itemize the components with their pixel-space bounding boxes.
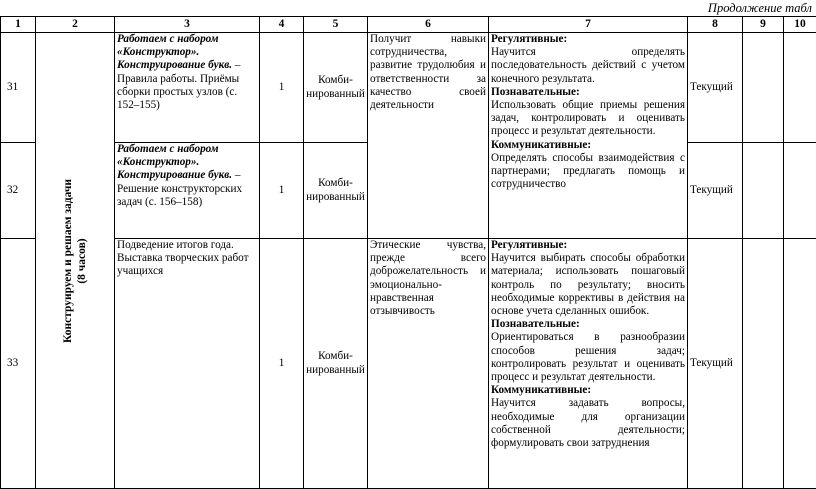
table-row (1, 33, 816, 143)
lesson-number: 33 (1, 239, 36, 489)
personal-results: Получит навыки сотрудничества, развитие трудолюбия и ответственности за качество своей деятельности (368, 33, 489, 239)
header-col-7: 7 (489, 17, 688, 33)
lesson-hours: 1 (260, 33, 304, 143)
header-col-9: 9 (743, 17, 784, 33)
header-row (1, 17, 816, 33)
regulative-text: Научится выбирать способы обработки материала; использовать пошаговый контроль по результату; вносить необходимые коррективы в действия на основе учета сделанных ошибок. (491, 252, 685, 318)
topic-text: – Правила работы. Приёмы сборки простых узлов (с. 152–155) (117, 59, 240, 111)
uud-cell (489, 33, 688, 239)
topic-text: Подведение итогов года. Выставка творческих работ учащихся (117, 239, 249, 277)
cognitive-text: Использовать общие приемы решения задач, контролировать и оценивать процесс и результат деятельности. (491, 99, 685, 139)
lesson-hours: 1 (260, 143, 304, 239)
section-title-cell (36, 33, 115, 489)
header-col-8: 8 (688, 17, 743, 33)
header-col-1: 1 (1, 17, 36, 33)
col-10-cell (784, 33, 816, 143)
cognitive-heading: Познавательные: (491, 86, 685, 99)
topic-title: Работаем с набором «Конструктор». Конструирование букв. (117, 143, 232, 181)
lesson-number: 32 (1, 143, 36, 239)
regulative-heading: Регулятивные: (491, 239, 685, 252)
control-type: Текущий (688, 143, 743, 239)
control-type: Текущий (688, 239, 743, 489)
header-col-10: 10 (784, 17, 816, 33)
topic-title: Работаем с набором «Конструктор». Конструирование букв. (117, 33, 232, 71)
topic-text: – Решение конструкторских задач (с. 156–158) (117, 169, 242, 207)
control-type: Текущий (688, 33, 743, 143)
col-9-cell (743, 33, 784, 143)
header-col-5: 5 (304, 17, 368, 33)
lesson-hours: 1 (260, 239, 304, 489)
header-col-6: 6 (368, 17, 489, 33)
cognitive-text: Ориентироваться в разнообразии способов решения задач; контролировать результат и оценивать процесс и результат деятельности. (491, 331, 685, 384)
header-col-2: 2 (36, 17, 115, 33)
header-col-3: 3 (115, 17, 260, 33)
lesson-type: Комби-нированный (304, 239, 368, 489)
lesson-topic (115, 33, 260, 143)
lesson-type: Комби-нированный (304, 143, 368, 239)
lesson-number: 31 (1, 33, 36, 143)
lesson-topic (115, 239, 260, 489)
col-10-cell (784, 143, 816, 239)
col-9-cell (743, 239, 784, 489)
cognitive-heading: Познавательные: (491, 318, 685, 331)
regulative-text: Научится определять последовательность действий с учетом конечного результата. (491, 46, 685, 86)
regulative-heading: Регулятивные: (491, 33, 685, 46)
communicative-heading: Коммуникативные: (491, 139, 685, 152)
col-9-cell (743, 143, 784, 239)
continuation-note: Продолжение табл (708, 0, 812, 16)
header-col-4: 4 (260, 17, 304, 33)
communicative-heading: Коммуникативные: (491, 384, 685, 397)
table-row (1, 239, 816, 489)
col-10-cell (784, 239, 816, 489)
communicative-text: Научится задавать вопросы, необходимые для организации собственной деятельности; формулировать свои затруднения (491, 397, 685, 450)
lesson-type: Комби-нированный (304, 33, 368, 143)
uud-cell (489, 239, 688, 489)
lesson-topic (115, 143, 260, 239)
personal-results: Этические чувства, прежде всего доброжелательность и эмоционально-нравственная отзывчивость (368, 239, 489, 489)
communicative-text: Определять способы взаимодействия с партнерами; предлагать помощь и сотрудничество (491, 152, 685, 192)
section-title: Конструируем и решаем задачи (8 часов) (61, 179, 89, 343)
lesson-plan-table (0, 16, 816, 489)
